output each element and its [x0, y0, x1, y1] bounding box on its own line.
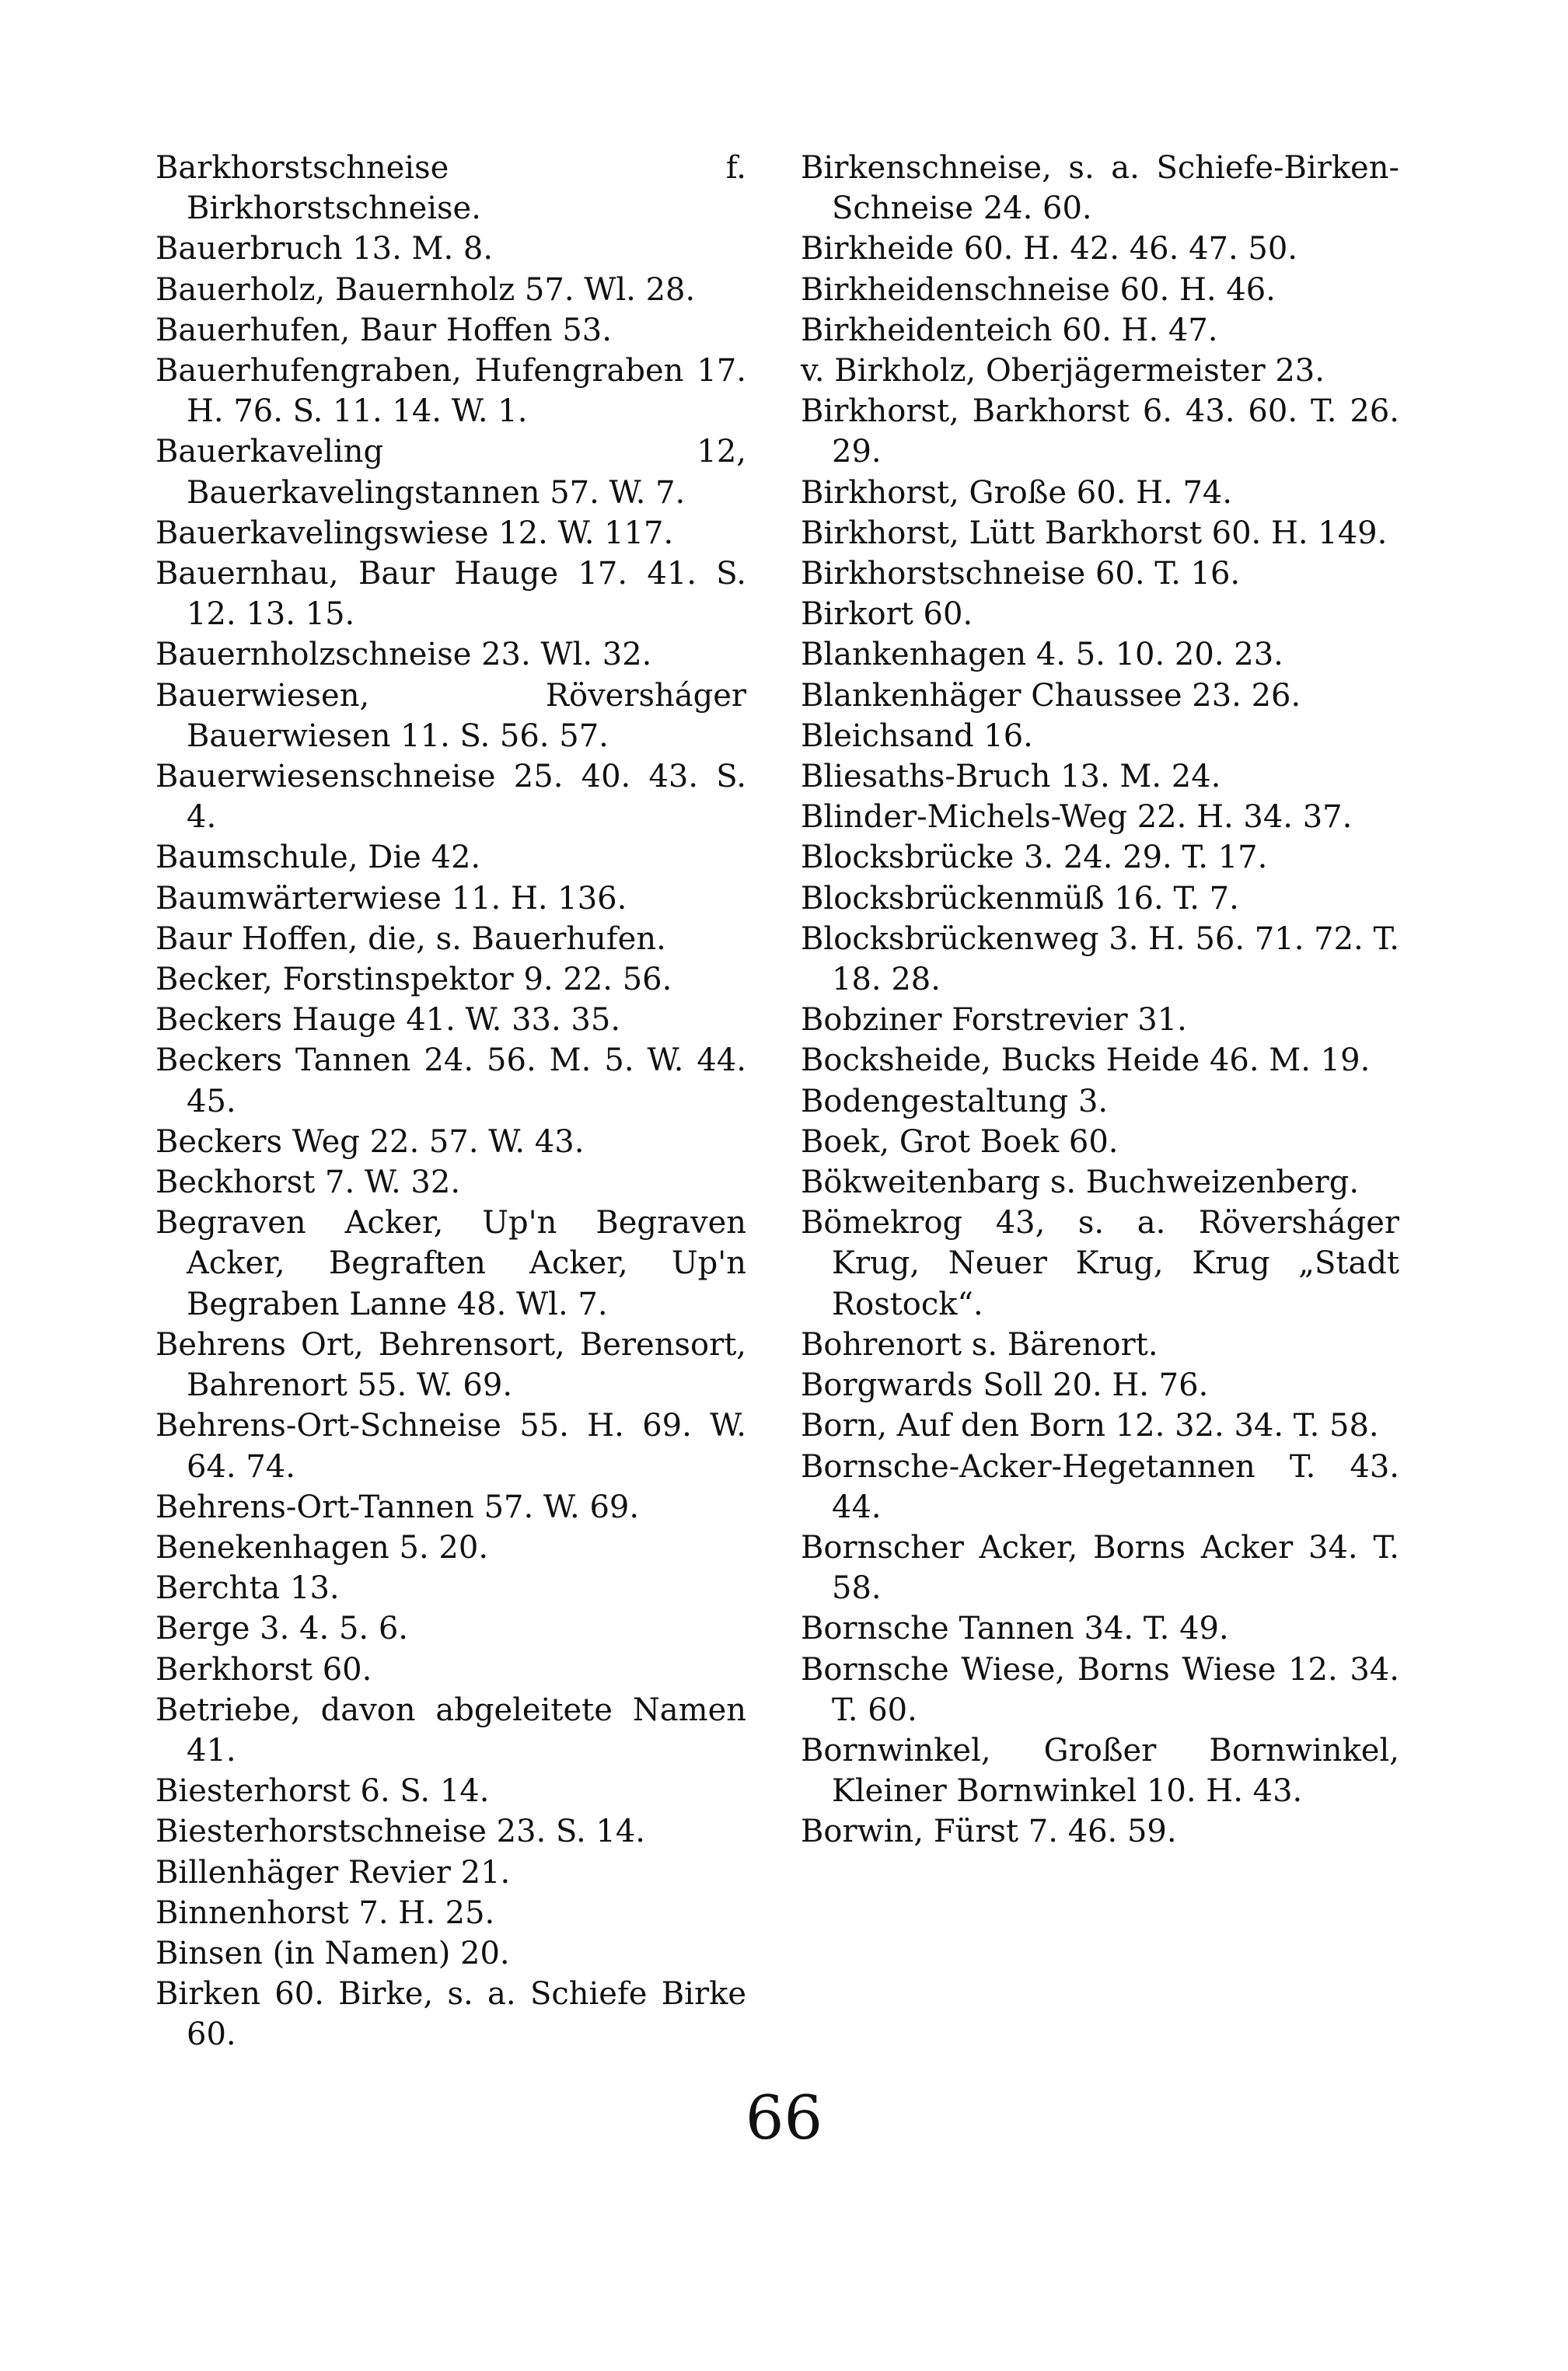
index-entry: Bauerholz, Bauernholz 57. Wl. 28. [155, 271, 696, 308]
index-entry: Berchta 13. [155, 1570, 340, 1607]
index-entry: Blankenhäger Chaussee 23. 26. [801, 677, 1301, 714]
index-entry: Bauernhau, Baur Hauge 17. 41. S. 12. 13. 15. [155, 556, 746, 633]
index-entry: Beckers Tannen 24. 56. M. 5. W. 44. 45. [155, 1042, 746, 1119]
index-entry: Barkhorstschneise f. Birkhorstschneise. [155, 150, 746, 227]
index-entry: Bauerhufengraben, Hufengraben 17. H. 76. S. 11. 14. W. 1. [155, 353, 746, 430]
index-entry: Bocksheide, Bucks Heide 46. M. 19. [801, 1042, 1371, 1079]
index-entry: Bliesaths-Bruch 13. M. 24. [801, 759, 1221, 795]
index-entry: Bauerkavelingswiese 12. W. 117. [155, 515, 674, 551]
index-entry: Behrens-Ort-Schneise 55. H. 69. W. 64. 74. [155, 1408, 746, 1485]
index-entry: Beckhorst 7. W. 32. [155, 1165, 461, 1201]
index-entry: Beckers Hauge 41. W. 33. 35. [155, 1002, 621, 1039]
index-entry: Bauernholzschneise 23. Wl. 32. [155, 637, 652, 673]
index-entry: Blankenhagen 4. 5. 10. 20. 23. [801, 637, 1283, 673]
index-entry: Bohrenort s. Bärenort. [801, 1326, 1158, 1363]
index-entry: Born, Auf den Born 12. 32. 34. T. 58. [801, 1408, 1379, 1444]
index-entry: Boek, Grot Boek 60. [801, 1123, 1119, 1160]
index-entry: Bauerwiesenschneise 25. 40. 43. S. 4. [155, 759, 746, 836]
index-column-left [155, 148, 746, 2055]
page-number: 66 [745, 2083, 823, 2153]
index-entry: Birkhorst, Große 60. H. 74. [801, 474, 1233, 511]
index-entry: Billenhäger Revier 21. [155, 1854, 511, 1891]
index-entry: Borwin, Fürst 7. 46. 59. [801, 1814, 1177, 1850]
index-entry: Bauerwiesen, Röversháger Bauerwiesen 11. S. 56. 57. [155, 677, 746, 754]
index-entry: Biesterhorstschneise 23. S. 14. [155, 1814, 645, 1850]
index-entry: Begraven Acker, Up'n Begraven Acker, Begraften Acker, Up'n Begraben Lanne 48. Wl. 7. [155, 1205, 746, 1322]
index-entry: Behrens-Ort-Tannen 57. W. 69. [155, 1489, 640, 1525]
index-entry: Binnenhorst 7. H. 25. [155, 1894, 495, 1931]
index-entry: Birken 60. Birke, s. a. Schiefe Birke 60. [155, 1976, 746, 2053]
index-entry: Birkheidenschneise 60. H. 46. [801, 271, 1276, 308]
index-entry: Bornsche-Acker-Hegetannen T. 43. 44. [801, 1448, 1399, 1525]
index-entry: Blocksbrückenweg 3. H. 56. 71. 72. T. 18. 28. [801, 920, 1399, 998]
index-entry: Bauerhufen, Baur Hoffen 53. [155, 312, 612, 348]
index-entry: Bornscher Acker, Borns Acker 34. T. 58. [801, 1529, 1399, 1607]
index-entry: Bobziner Forstrevier 31. [801, 1002, 1187, 1039]
index-entry: Birkort 60. [801, 596, 973, 633]
index-entry: Bömekrog 43, s. a. Röversháger Krug, Neuer Krug, Krug „Stadt Rostock“. [801, 1205, 1399, 1322]
index-entry: Baur Hoffen, die, s. Bauerhufen. [155, 920, 666, 957]
index-entry: Birkenschneise, s. a. Schiefe-Birken-Schneise 24. 60. [801, 150, 1399, 227]
index-entry: Blocksbrücke 3. 24. 29. T. 17. [801, 840, 1268, 876]
index-entry: Blinder-Michels-Weg 22. H. 34. 37. [801, 799, 1353, 836]
index-entry: Bauerkaveling 12, Bauerkavelingstannen 57. W. 7. [155, 434, 746, 511]
index-entry: Berkhorst 60. [155, 1651, 372, 1688]
index-entry: Behrens Ort, Behrensort, Berensort, Bahrenort 55. W. 69. [155, 1326, 746, 1404]
index-entry: Bodengestaltung 3. [801, 1083, 1109, 1119]
index-entry: Becker, Forstinspektor 9. 22. 56. [155, 962, 672, 998]
index-entry: Birkhorstschneise 60. T. 16. [801, 556, 1241, 592]
index-entry: Binsen (in Namen) 20. [155, 1935, 510, 1971]
index-entry: Bökweitenbarg s. Buchweizenberg. [801, 1165, 1360, 1201]
index-entry: Birkhorst, Lütt Barkhorst 60. H. 149. [801, 515, 1388, 551]
index-entry: Bornsche Wiese, Borns Wiese 12. 34. T. 60. [801, 1651, 1399, 1728]
index-entry: Borgwards Soll 20. H. 76. [801, 1367, 1209, 1404]
index-entry: Bornsche Tannen 34. T. 49. [801, 1611, 1229, 1647]
index-entry: Baumwärterwiese 11. H. 136. [155, 880, 627, 917]
index-entry: Bleichsand 16. [801, 718, 1033, 754]
index-entry: Beckers Weg 22. 57. W. 43. [155, 1123, 585, 1160]
index-entry: Berge 3. 4. 5. 6. [155, 1611, 408, 1647]
index-entry: Betriebe, davon abgeleitete Namen 41. [155, 1692, 746, 1769]
index-entry: Benekenhagen 5. 20. [155, 1529, 489, 1566]
index-column-right [801, 148, 1399, 1852]
index-entry: Baumschule, Die 42. [155, 840, 481, 876]
index-entry: Bauerbruch 13. M. 8. [155, 231, 494, 267]
index-entry: Biesterhorst 6. S. 14. [155, 1773, 490, 1810]
index-entry: Birkheidenteich 60. H. 47. [801, 312, 1218, 348]
index-entry: Birkheide 60. H. 42. 46. 47. 50. [801, 231, 1298, 267]
index-entry: Blocksbrückenmüß 16. T. 7. [801, 880, 1239, 917]
index-entry: v. Birkholz, Oberjägermeister 23. [801, 353, 1325, 389]
index-entry: Bornwinkel, Großer Bornwinkel, Kleiner Bornwinkel 10. H. 43. [801, 1732, 1399, 1810]
index-entry: Birkhorst, Barkhorst 6. 43. 60. T. 26. 29. [801, 393, 1399, 470]
